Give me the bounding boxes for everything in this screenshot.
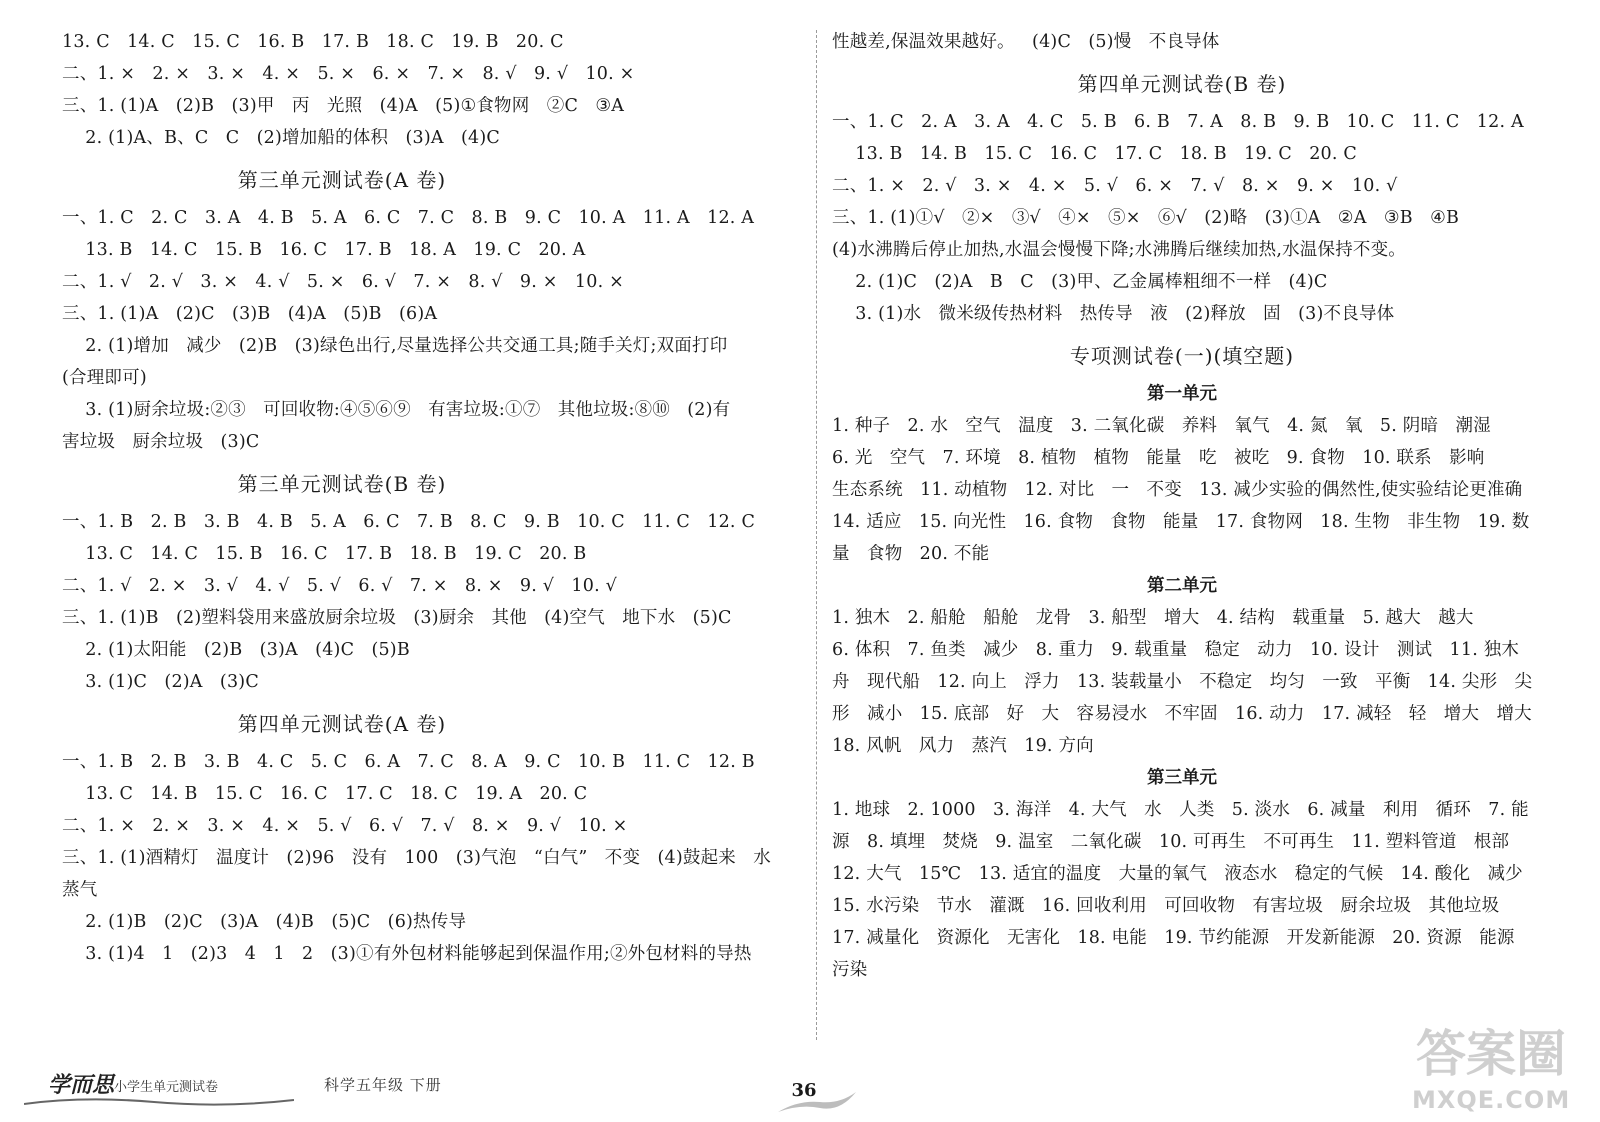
answer-line: 17. 减量化 资源化 无害化 18. 电能 19. 节约能源 开发新能源 20. 资源 能源 <box>832 928 1515 948</box>
answer-line: 13. B 14. B 15. C 16. C 17. C 18. B 19. C 20. C <box>838 144 1357 164</box>
answer-line: 三、1. (1)①√ ②× ③√ ④× ⑤× ⑥√ (2)略 (3)①A ②A ③B ④B <box>832 208 1460 228</box>
answer-line: 13. C 14. B 15. C 16. C 17. C 18. C 19. A 20. C <box>68 784 588 804</box>
answer-line: 6. 光 空气 7. 环境 8. 植物 植物 能量 吃 被吃 9. 食物 10. 联系 影响 <box>832 448 1485 468</box>
answer-line: 三、1. (1)B (2)塑料袋用来盛放厨余垃圾 (3)厨余 其他 (4)空气 地下水 (5)C <box>62 608 732 628</box>
answer-line: 12. 大气 15℃ 13. 适宜的温度 大量的氧气 液态水 稳定的气候 14. 酸化 减少 <box>832 864 1523 884</box>
answer-line: 二、1. √ 2. √ 3. × 4. √ 5. × 6. √ 7. × 8. √ 9. × 10. × <box>62 272 624 292</box>
answer-line: 18. 风帆 风力 蒸汽 19. 方向 <box>832 736 1094 756</box>
page-footer <box>24 1062 784 1112</box>
watermark-url: MXQE.COM <box>1412 1086 1571 1114</box>
answer-line: 2. (1)A、B、C C (2)增加船的体积 (3)A (4)C <box>68 128 500 148</box>
left-column <box>62 26 802 970</box>
answer-line: 13. C 14. C 15. B 16. C 17. B 18. B 19. C 20. B <box>68 544 587 564</box>
answer-line: 2. (1)增加 减少 (2)B (3)绿色出行,尽量选择公共交通工具;随手关灯;双面打印 <box>68 336 728 356</box>
answer-line: 害垃圾 厨余垃圾 (3)C <box>62 432 260 452</box>
section-title: 第三单元测试卷(B 卷) <box>237 472 447 496</box>
unit-subtitle: 第二单元 <box>1147 576 1217 596</box>
answer-line: 2. (1)太阳能 (2)B (3)A (4)C (5)B <box>68 640 410 660</box>
answer-line: 15. 水污染 节水 灌溉 16. 回收利用 可回收物 有害垃圾 厨余垃圾 其他垃圾 <box>832 896 1500 916</box>
answer-line: 污染 <box>832 960 868 980</box>
answer-line: 三、1. (1)酒精灯 温度计 (2)96 没有 100 (3)气泡 “白气” 不变 (4)鼓起来 水 <box>62 848 771 868</box>
answer-line: 形 减小 15. 底部 好 大 容易浸水 不牢固 16. 动力 17. 减轻 轻 增大 增大 <box>832 704 1532 724</box>
answer-line: 舟 现代船 12. 向上 浮力 13. 装载量小 不稳定 均匀 一致 平衡 14. 尖形 尖 <box>832 672 1533 692</box>
answer-line: 生态系统 11. 动植物 12. 对比 一 不变 13. 减少实验的偶然性,使实验结论更准确 <box>832 480 1523 500</box>
answer-line: (4)水沸腾后停止加热,水温会慢慢下降;水沸腾后继续加热,水温保持不变。 <box>832 240 1407 260</box>
answer-line: 1. 地球 2. 1000 3. 海洋 4. 大气 水 人类 5. 淡水 6. 减量 利用 循环 7. 能 <box>832 800 1529 820</box>
footer-logo: 学而思 <box>48 1072 115 1098</box>
answer-line: 二、1. × 2. × 3. × 4. × 5. √ 6. √ 7. √ 8. × 9. √ 10. × <box>62 816 628 836</box>
answer-line: 1. 独木 2. 船舱 船舱 龙骨 3. 船型 增大 4. 结构 载重量 5. 越大 越大 <box>832 608 1474 628</box>
answer-line: 三、1. (1)A (2)B (3)甲 丙 光照 (4)A (5)①食物网 ②C ③A <box>62 96 625 116</box>
answer-line: 一、1. B 2. B 3. B 4. B 5. A 6. C 7. B 8. C 9. B 10. C 11. C 12. C <box>62 512 756 532</box>
right-column <box>832 26 1580 986</box>
answer-line: 一、1. B 2. B 3. B 4. C 5. C 6. A 7. C 8. A 9. C 10. B 11. C 12. B <box>62 752 755 772</box>
answer-line: (合理即可) <box>62 368 147 388</box>
answer-line: 二、1. × 2. × 3. × 4. × 5. × 6. × 7. × 8. √ 9. √ 10. × <box>62 64 635 84</box>
answer-line: 3. (1)4 1 (2)3 4 1 2 (3)①有外包材料能够起到保温作用;②外包材料的导热 <box>68 944 752 964</box>
answer-line: 2. (1)C (2)A B C (3)甲、乙金属棒粗细不一样 (4)C <box>838 272 1328 292</box>
answer-line: 3. (1)厨余垃圾:②③ 可回收物:④⑤⑥⑨ 有害垃圾:①⑦ 其他垃圾:⑧⑩ (2)有 <box>68 400 731 420</box>
answer-line: 3. (1)水 微米级传热材料 热传导 液 (2)释放 固 (3)不良导体 <box>838 304 1395 324</box>
footer-subject: 科学五年级 下册 <box>324 1076 442 1094</box>
unit-subtitle: 第三单元 <box>1147 768 1217 788</box>
watermark-cn: 答案圈 <box>1416 1025 1566 1083</box>
answer-line: 13. C 14. C 15. C 16. B 17. B 18. C 19. B 20. C <box>62 32 564 52</box>
answer-line: 2. (1)B (2)C (3)A (4)B (5)C (6)热传导 <box>68 912 467 932</box>
column-divider <box>816 30 817 1040</box>
answer-line: 量 食物 20. 不能 <box>832 544 990 564</box>
answer-line: 一、1. C 2. C 3. A 4. B 5. A 6. C 7. C 8. B 9. C 10. A 11. A 12. A <box>62 208 755 228</box>
answer-line: 二、1. × 2. √ 3. × 4. × 5. √ 6. × 7. √ 8. × 9. × 10. √ <box>832 176 1398 196</box>
answer-line: 3. (1)C (2)A (3)C <box>68 672 259 692</box>
footer-brand: 小学生单元测试卷 <box>114 1080 219 1095</box>
answer-line: 6. 体积 7. 鱼类 减少 8. 重力 9. 载重量 稳定 动力 10. 设计 测试 11. 独木 <box>832 640 1520 660</box>
section-title: 第四单元测试卷(A 卷) <box>237 712 447 736</box>
answer-line: 1. 种子 2. 水 空气 温度 3. 二氧化碳 养料 氧气 4. 氮 氧 5. 阴暗 潮湿 <box>832 416 1491 436</box>
unit-subtitle: 第一单元 <box>1147 384 1217 404</box>
answer-line: 13. B 14. C 15. B 16. C 17. B 18. A 19. C 20. A <box>68 240 586 260</box>
answer-line: 三、1. (1)A (2)C (3)B (4)A (5)B (6)A <box>62 304 438 324</box>
section-title: 第三单元测试卷(A 卷) <box>237 168 447 192</box>
answer-line: 性越差,保温效果越好。 (4)C (5)慢 不良导体 <box>832 32 1220 52</box>
answer-line: 二、1. √ 2. × 3. √ 4. √ 5. √ 6. √ 7. × 8. × 9. √ 10. √ <box>62 576 617 596</box>
answer-line: 14. 适应 15. 向光性 16. 食物 食物 能量 17. 食物网 18. 生物 非生物 19. 数 <box>832 512 1530 532</box>
answer-line: 蒸气 <box>62 880 98 900</box>
section-title: 第四单元测试卷(B 卷) <box>1077 72 1287 96</box>
watermark <box>1412 1014 1582 1118</box>
answer-line: 一、1. C 2. A 3. A 4. C 5. B 6. B 7. A 8. B 9. B 10. C 11. C 12. A <box>832 112 1524 132</box>
section-title: 专项测试卷(一)(填空题) <box>1069 344 1295 368</box>
answer-line: 源 8. 填埋 焚烧 9. 温室 二氧化碳 10. 可再生 不可再生 11. 塑料管道 根部 <box>832 832 1510 852</box>
page-number: 36 <box>791 1080 817 1101</box>
